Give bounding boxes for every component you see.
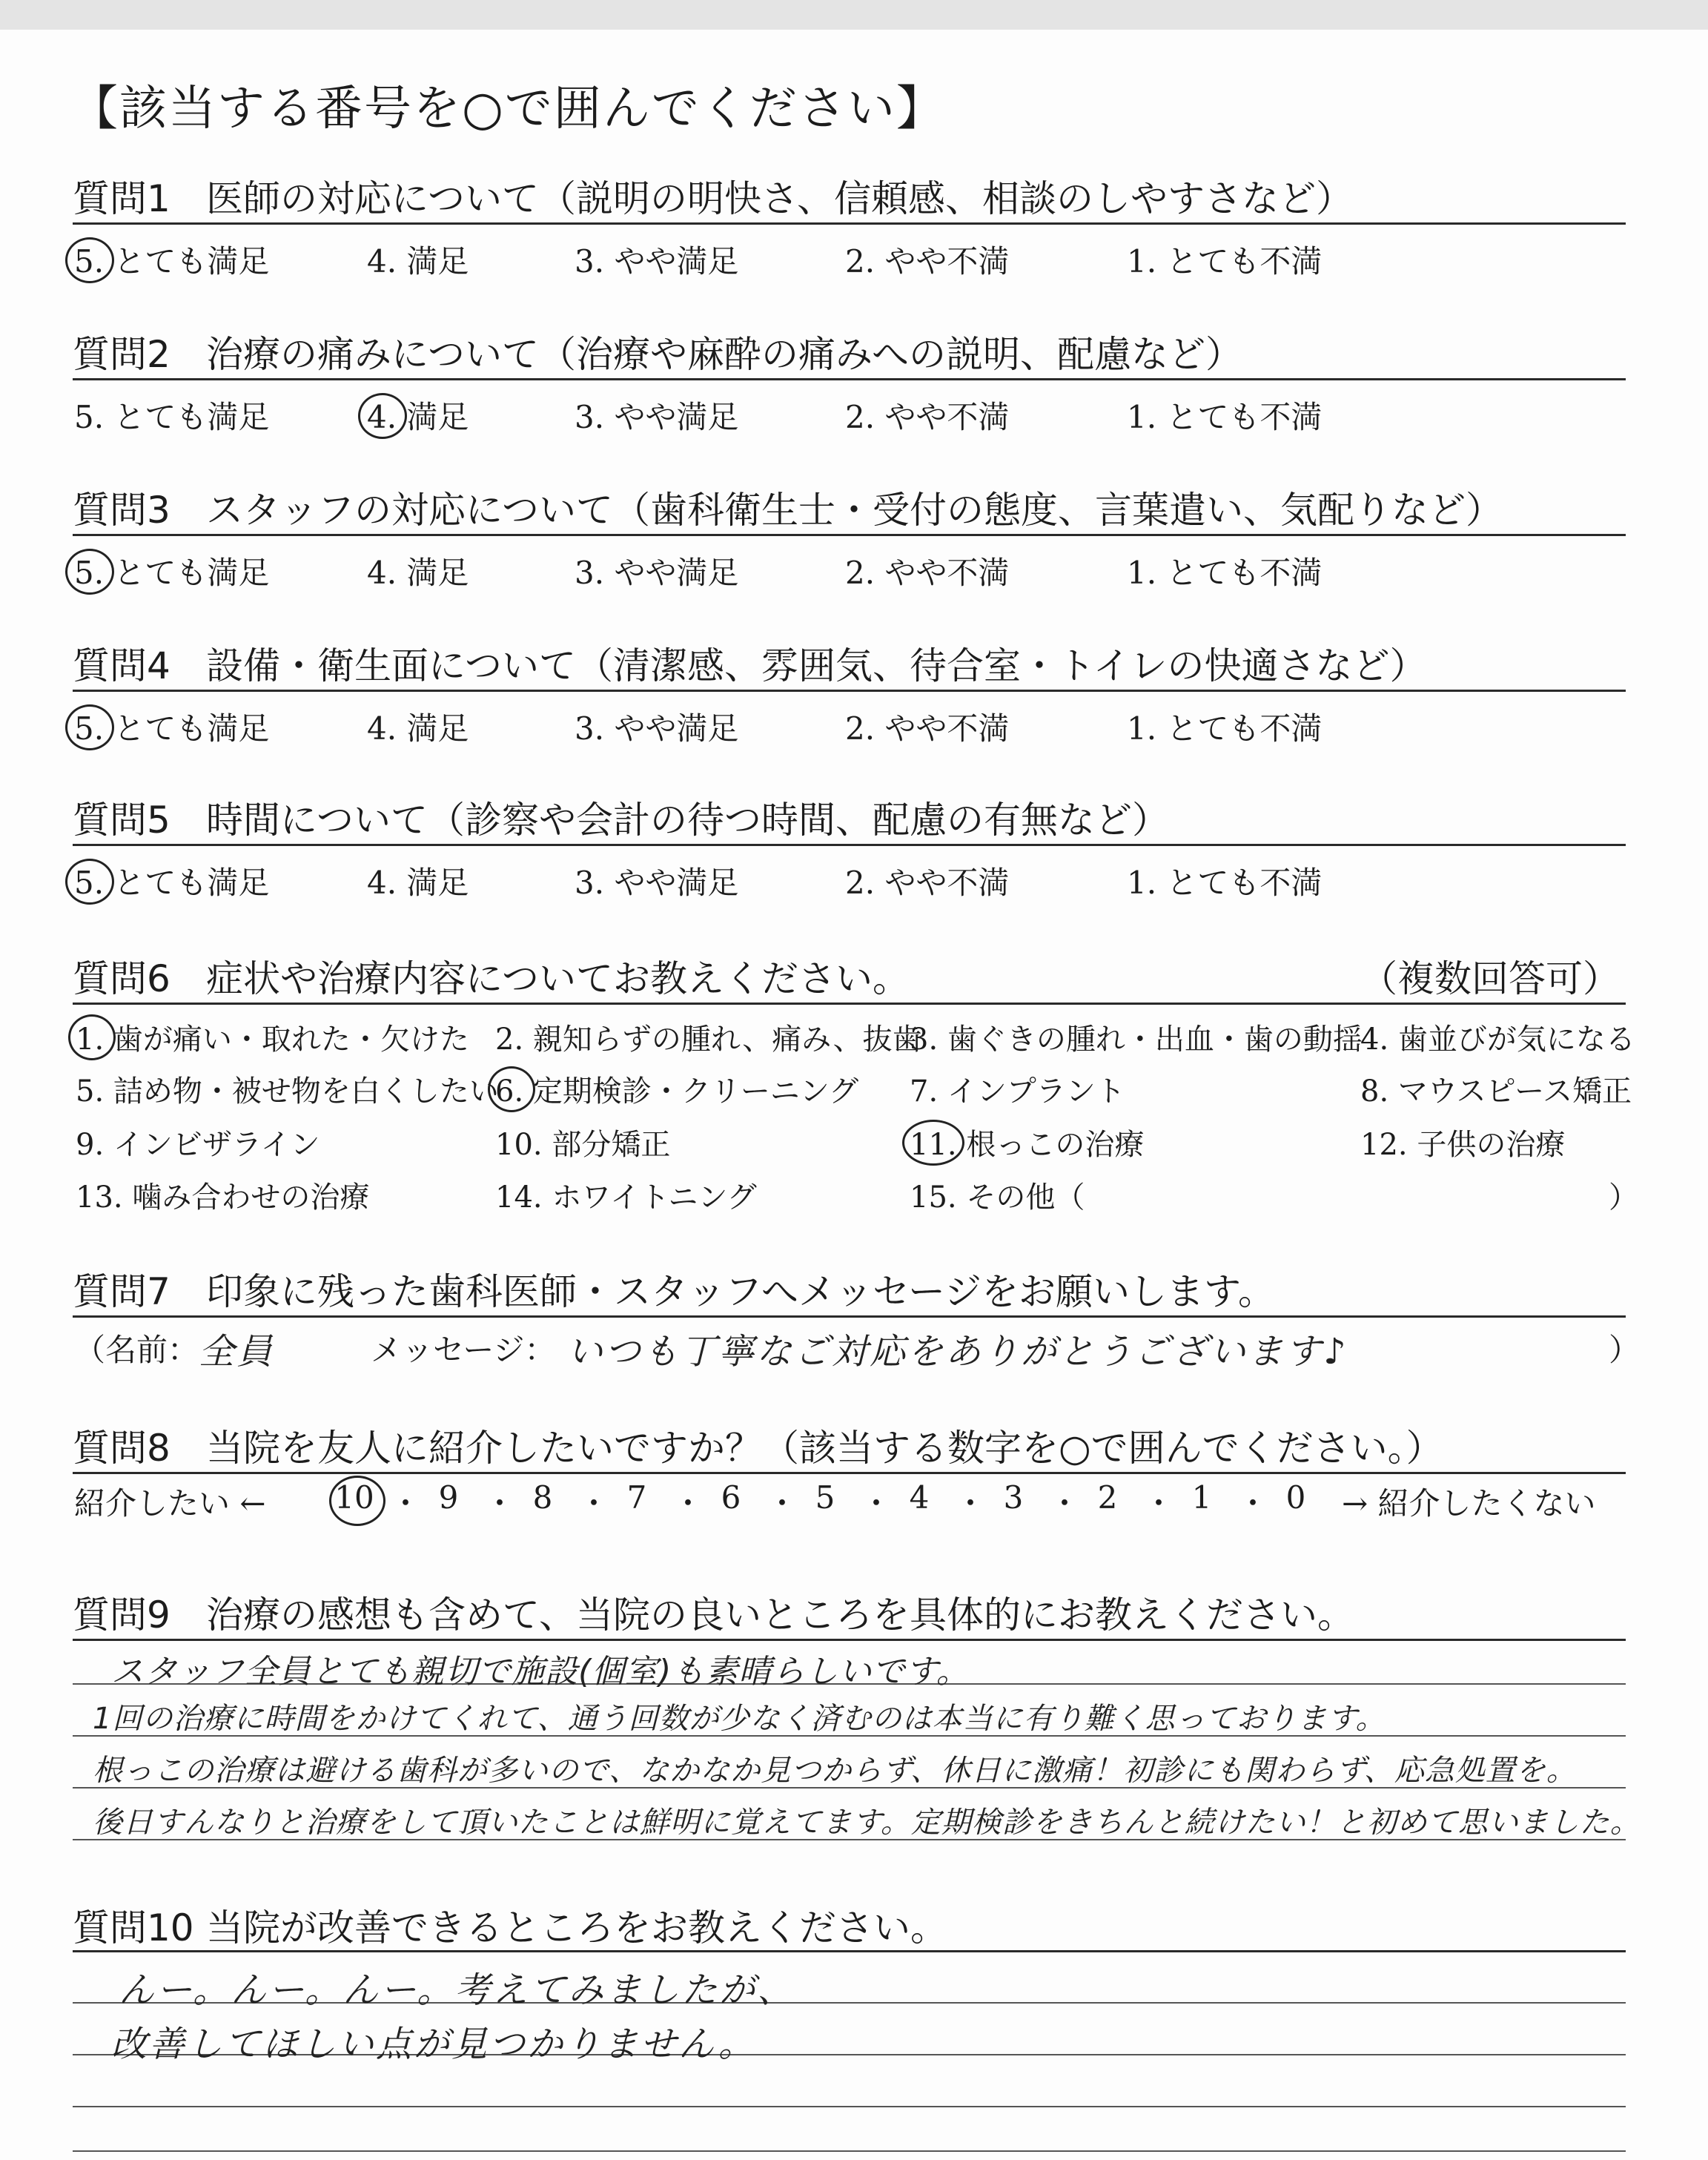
q5-option: 5. とても満足 [74,865,270,901]
q9-number: 質問9 [73,1593,171,1636]
q2-option: 4. 満足 [367,399,469,435]
q10-text: 当院が改善できるところをお教えください。 [206,1906,947,1949]
q2-option: 5. とても満足 [74,399,270,435]
q1-number: 質問1 [73,177,171,220]
q6-option: 4. 歯並びが気になる [1360,1023,1635,1057]
q7-message-value: いつも丁寧なご対応をありがとうございます♪ [567,1331,1348,1373]
q4-rule [73,690,1626,692]
q6-text: 症状や治療内容についてお教えください。 [206,957,910,1000]
q6-title [73,949,910,1003]
q10-rule [73,1950,1626,1952]
q7-name-label: （名前： [74,1332,199,1368]
q3-option: 3. やや満足 [575,555,739,591]
q4-number: 質問4 [73,644,171,687]
q8-dot-separator: ・ [767,1485,798,1522]
q6-option: 9. インビザライン [76,1128,320,1162]
q1-option: 2. やや不満 [845,243,1010,280]
q6-option: 14. ホワイトニング [495,1180,757,1215]
q8-scale-value: 6 [721,1479,741,1516]
q6-note: （複数回答可） [1360,957,1620,1000]
q8-right-label: → 紹介したくない [1342,1485,1596,1522]
q5-option: 1. とても不満 [1127,865,1323,901]
q8-dot-separator: ・ [1143,1485,1175,1522]
q7-name-value: 全員 [199,1331,275,1373]
q9-answer-line: 根っこの治療は避ける歯科が多いので、なかなか見つからず、休日に激痛！初診にも関わらず、応急処置を。 [93,1754,1577,1788]
selection-circle [358,393,407,439]
q6-option: 1. 歯が痛い・取れた・欠けた [76,1023,469,1057]
q7-close: ） [1609,1332,1641,1368]
q8-number: 質問8 [73,1427,171,1470]
q6-option: 8. マウスピース矯正 [1360,1074,1632,1109]
q8-scale-value: 0 [1285,1479,1306,1516]
q6-option: 2. 親知らずの腫れ、痛み、抜歯 [495,1023,922,1057]
q2-option: 2. やや不満 [845,399,1010,435]
q6-option: 7. インプラント [910,1074,1125,1109]
q7-message-label: メッセージ： [371,1332,556,1368]
q5-text: 時間について（診察や会計の待つ時間、配慮の有無など） [206,799,1169,842]
q4-option: 4. 満足 [367,710,469,747]
q6-option: 10. 部分矯正 [495,1128,671,1162]
q10-line [73,2150,1626,2152]
q3-title [73,480,1503,534]
q6-option: ） [1609,1180,1638,1215]
q8-scale-value: 1 [1191,1479,1212,1516]
q3-text: スタッフの対応について（歯科衛生士・受付の態度、言葉遣い、気配りなど） [206,489,1503,532]
q3-option: 2. やや不満 [845,555,1010,591]
q6-option: 3. 歯ぐきの腫れ・出血・歯の動揺 [910,1023,1363,1057]
q1-option: 4. 満足 [367,243,469,280]
q8-dot-separator: ・ [1049,1485,1081,1522]
q5-option: 2. やや不満 [845,865,1010,901]
page-header: 【該当する番号を○で囲んでください】 [70,82,945,136]
q8-scale-value: 9 [438,1479,459,1516]
q2-title [73,325,1242,378]
q8-scale-value: 2 [1097,1479,1118,1516]
q5-option: 3. やや満足 [575,865,739,901]
q9-answer-line: スタッフ全員とても親切で施設(個室)も素晴らしいです。 [111,1653,970,1691]
q9-answer-line: 後日すんなりと治療をして頂いたことは鮮明に覚えてます。定期検診をきちんと続けたい！と初めて思いました。 [93,1806,1641,1840]
q4-option: 1. とても不満 [1127,710,1323,747]
q8-scale-value: 5 [815,1479,835,1516]
q10-answer-line: んー。んー。んー。考えてみましたが、 [119,1969,795,2011]
selection-circle [65,704,114,750]
q4-title [73,636,1427,690]
q6-option: 12. 子供の治療 [1360,1128,1566,1162]
q8-dot-separator: ・ [955,1485,987,1522]
q6-option: 11. 根っこの治療 [910,1128,1145,1162]
q1-option: 1. とても不満 [1127,243,1323,280]
q8-dot-separator: ・ [672,1485,704,1522]
q8-text: 当院を友人に紹介したいですか？（該当する数字を○で囲んでください。） [206,1427,1443,1470]
q5-title [73,790,1169,844]
q4-option: 3. やや満足 [575,710,739,747]
q7-number: 質問7 [73,1270,171,1313]
q8-left-label: 紹介したい ← [74,1485,266,1522]
q6-option: 5. 詰め物・被せ物を白くしたい [76,1074,499,1109]
q1-option: 3. やや満足 [575,243,739,280]
q4-option: 2. やや不満 [845,710,1010,747]
q10-number: 質問10 [73,1906,194,1949]
q3-option: 4. 満足 [367,555,469,591]
selection-circle [329,1476,385,1526]
selection-circle [902,1120,964,1166]
q9-answer-line: 1回の治療に時間をかけてくれて、通う回数が少なく済むのは本当に有り難く思っております。 [93,1702,1386,1736]
selection-circle [488,1066,535,1112]
q10-answer-line: 改善してほしい点が見つかりません。 [111,2024,756,2065]
q10-line [73,2106,1626,2107]
q8-dot-separator: ・ [861,1485,893,1522]
q8-title [73,1418,1443,1472]
q2-number: 質問2 [73,333,171,376]
q8-dot-separator: ・ [390,1485,422,1522]
q8-scale-value: 3 [1003,1479,1024,1516]
q7-rule [73,1315,1626,1318]
q8-rule [73,1472,1626,1474]
q6-option: 6. 定期検診・クリーニング [495,1074,859,1109]
q7-title [73,1262,1275,1315]
q6-option: 15. その他（ [910,1180,1085,1215]
q8-scale-value: 8 [532,1479,553,1516]
q8-dot-separator: ・ [578,1485,610,1522]
q9-text: 治療の感想も含めて、当院の良いところを具体的にお教えください。 [206,1593,1354,1636]
selection-circle [65,859,114,905]
q9-rule [73,1639,1626,1641]
q8-scale-value: 10 [334,1479,374,1516]
q3-rule [73,534,1626,536]
q3-option: 1. とても不満 [1127,555,1323,591]
q3-number: 質問3 [73,489,171,532]
q1-text: 医師の対応について（説明の明快さ、信頼感、相談のしやすさなど） [206,177,1353,220]
q1-option: 5. とても満足 [74,243,270,280]
q6-option: 13. 噛み合わせの治療 [76,1180,370,1215]
q8-dot-separator: ・ [484,1485,516,1522]
selection-circle [68,1014,116,1060]
q8-dot-separator: ・ [1237,1485,1269,1522]
q8-scale-value: 4 [909,1479,930,1516]
q7-text: 印象に残った歯科医師・スタッフへメッセージをお願いします。 [206,1270,1275,1313]
scan-edge [0,0,1708,30]
selection-circle [65,237,114,283]
q6-number: 質問6 [73,957,171,1000]
q5-number: 質問5 [73,799,171,842]
q4-text: 設備・衛生面について（清潔感、雰囲気、待合室・トイレの快適さなど） [206,644,1427,687]
q10-title [73,1898,947,1952]
q4-option: 5. とても満足 [74,710,270,747]
q2-option: 3. やや満足 [575,399,739,435]
q1-title [73,169,1353,222]
q2-option: 1. とても不満 [1127,399,1323,435]
q6-rule [73,1003,1626,1005]
q2-rule [73,378,1626,380]
q8-scale-value: 7 [626,1479,647,1516]
selection-circle [65,549,114,595]
q5-option: 4. 満足 [367,865,469,901]
q9-title [73,1585,1354,1639]
q1-rule [73,222,1626,225]
q3-option: 5. とても満足 [74,555,270,591]
q2-text: 治療の痛みについて（治療や麻酔の痛みへの説明、配慮など） [206,333,1242,376]
q5-rule [73,844,1626,846]
